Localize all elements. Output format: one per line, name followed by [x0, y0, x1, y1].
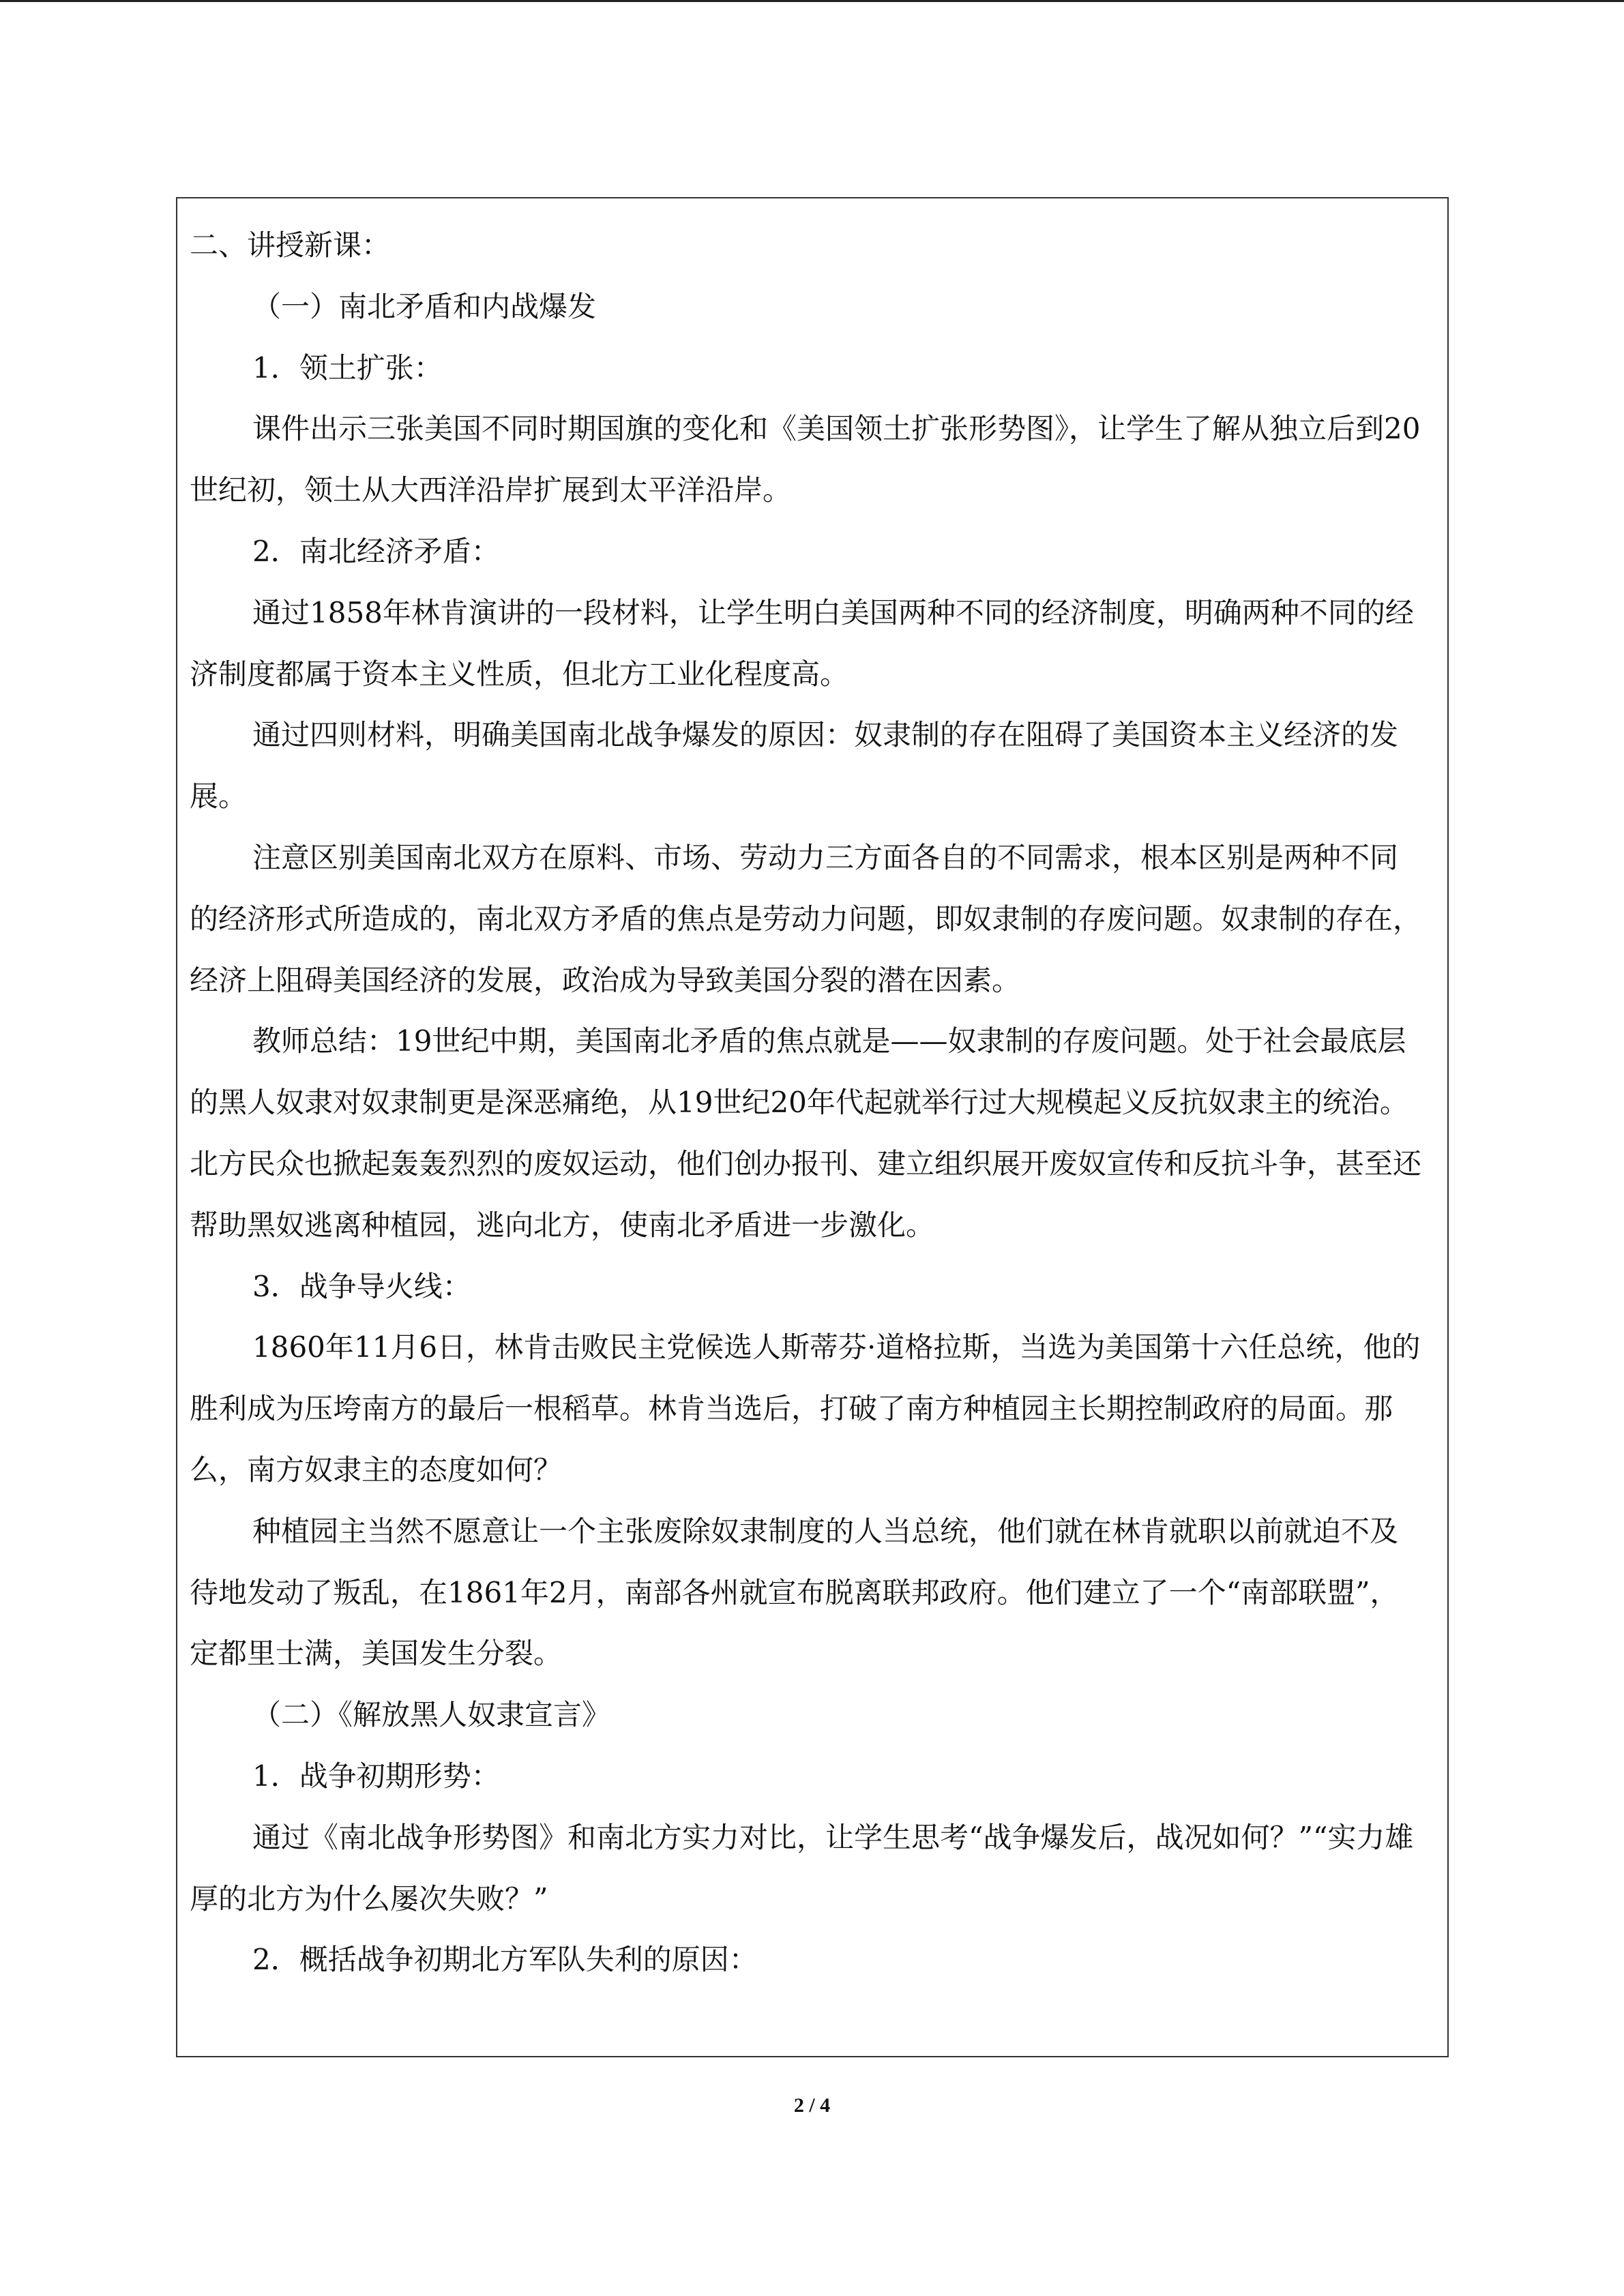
subheading: 1．战争初期形势： [252, 1759, 500, 1793]
subheading: 3．战争导火线： [252, 1269, 471, 1303]
paragraph: 课件出示三张美国不同时期国旗的变化和《美国领土扩张形势图》，让学生了解从独立后到20世纪初，领土从大西洋沿岸扩展到太平洋沿岸。 [190, 412, 1421, 507]
lesson-content-box [176, 197, 1449, 2057]
paragraph: 通过《南北战争形势图》和南北方实力对比，让学生思考“战争爆发后，战况如何？”“实力雄厚的北方为什么屡次失败？” [190, 1820, 1414, 1915]
page-number: 2 / 4 [793, 2094, 831, 2117]
section-title: 二、讲授新课： [190, 228, 391, 262]
paragraph: 通过四则材料，明确美国南北战争爆发的原因：奴隶制的存在阻碍了美国资本主义经济的发展。 [190, 718, 1399, 814]
lesson-items [190, 276, 1426, 1991]
subheading: 2．概括战争初期北方军队失利的原因： [252, 1943, 758, 1977]
paragraph: 通过1858年林肯演讲的一段材料，让学生明白美国两种不同的经济制度，明确两种不同的经济制度都属于资本主义性质，但北方工业化程度高。 [190, 595, 1414, 691]
paragraph: 教师总结：19世纪中期，美国南北矛盾的焦点就是——奴隶制的存废问题。处于社会最底层的黑人奴隶对奴隶制更是深恶痛绝，从19世纪20年代起就举行过大规模起义反抗奴隶主的统治。北方民众也掀起轰轰烈烈的废奴运动，他们创办报刊、建立组织展开废奴宣传和反抗斗争，甚至还帮助黑奴逃离种植园，逃向北方，使南北矛盾进一步激化。 [190, 1024, 1422, 1242]
section-heading: （二）《解放黑人奴隶宣言》 [252, 1698, 611, 1732]
subheading: 2．南北经济矛盾： [252, 534, 500, 568]
section-heading: （一）南北矛盾和内战爆发 [252, 289, 597, 323]
subheading: 1．领土扩张： [252, 351, 443, 385]
paragraph: 1860年11月6日，林肯击败民主党候选人斯蒂芬·道格拉斯，当选为美国第十六任总统，他的胜利成为压垮南方的最后一根稻草。林肯当选后，打破了南方种植园主长期控制政府的局面。那么，南方奴隶主的态度如何？ [190, 1330, 1421, 1487]
paragraph: 注意区别美国南北双方在原料、市场、劳动力三方面各自的不同需求，根本区别是两种不同的经济形式所造成的，南北双方矛盾的焦点是劳动力问题，即奴隶制的存废问题。奴隶制的存在，经济上阻碍美国经济的发展，政治成为导致美国分裂的潜在因素。 [190, 840, 1422, 997]
top-border-line [0, 0, 1624, 2]
paragraph: 种植园主当然不愿意让一个主张废除奴隶制度的人当总统，他们就在林肯就职以前就迫不及待地发动了叛乱，在1861年2月，南部各州就宣布脱离联邦政府。他们建立了一个“南部联盟”，定都里士满，美国发生分裂。 [190, 1514, 1399, 1671]
